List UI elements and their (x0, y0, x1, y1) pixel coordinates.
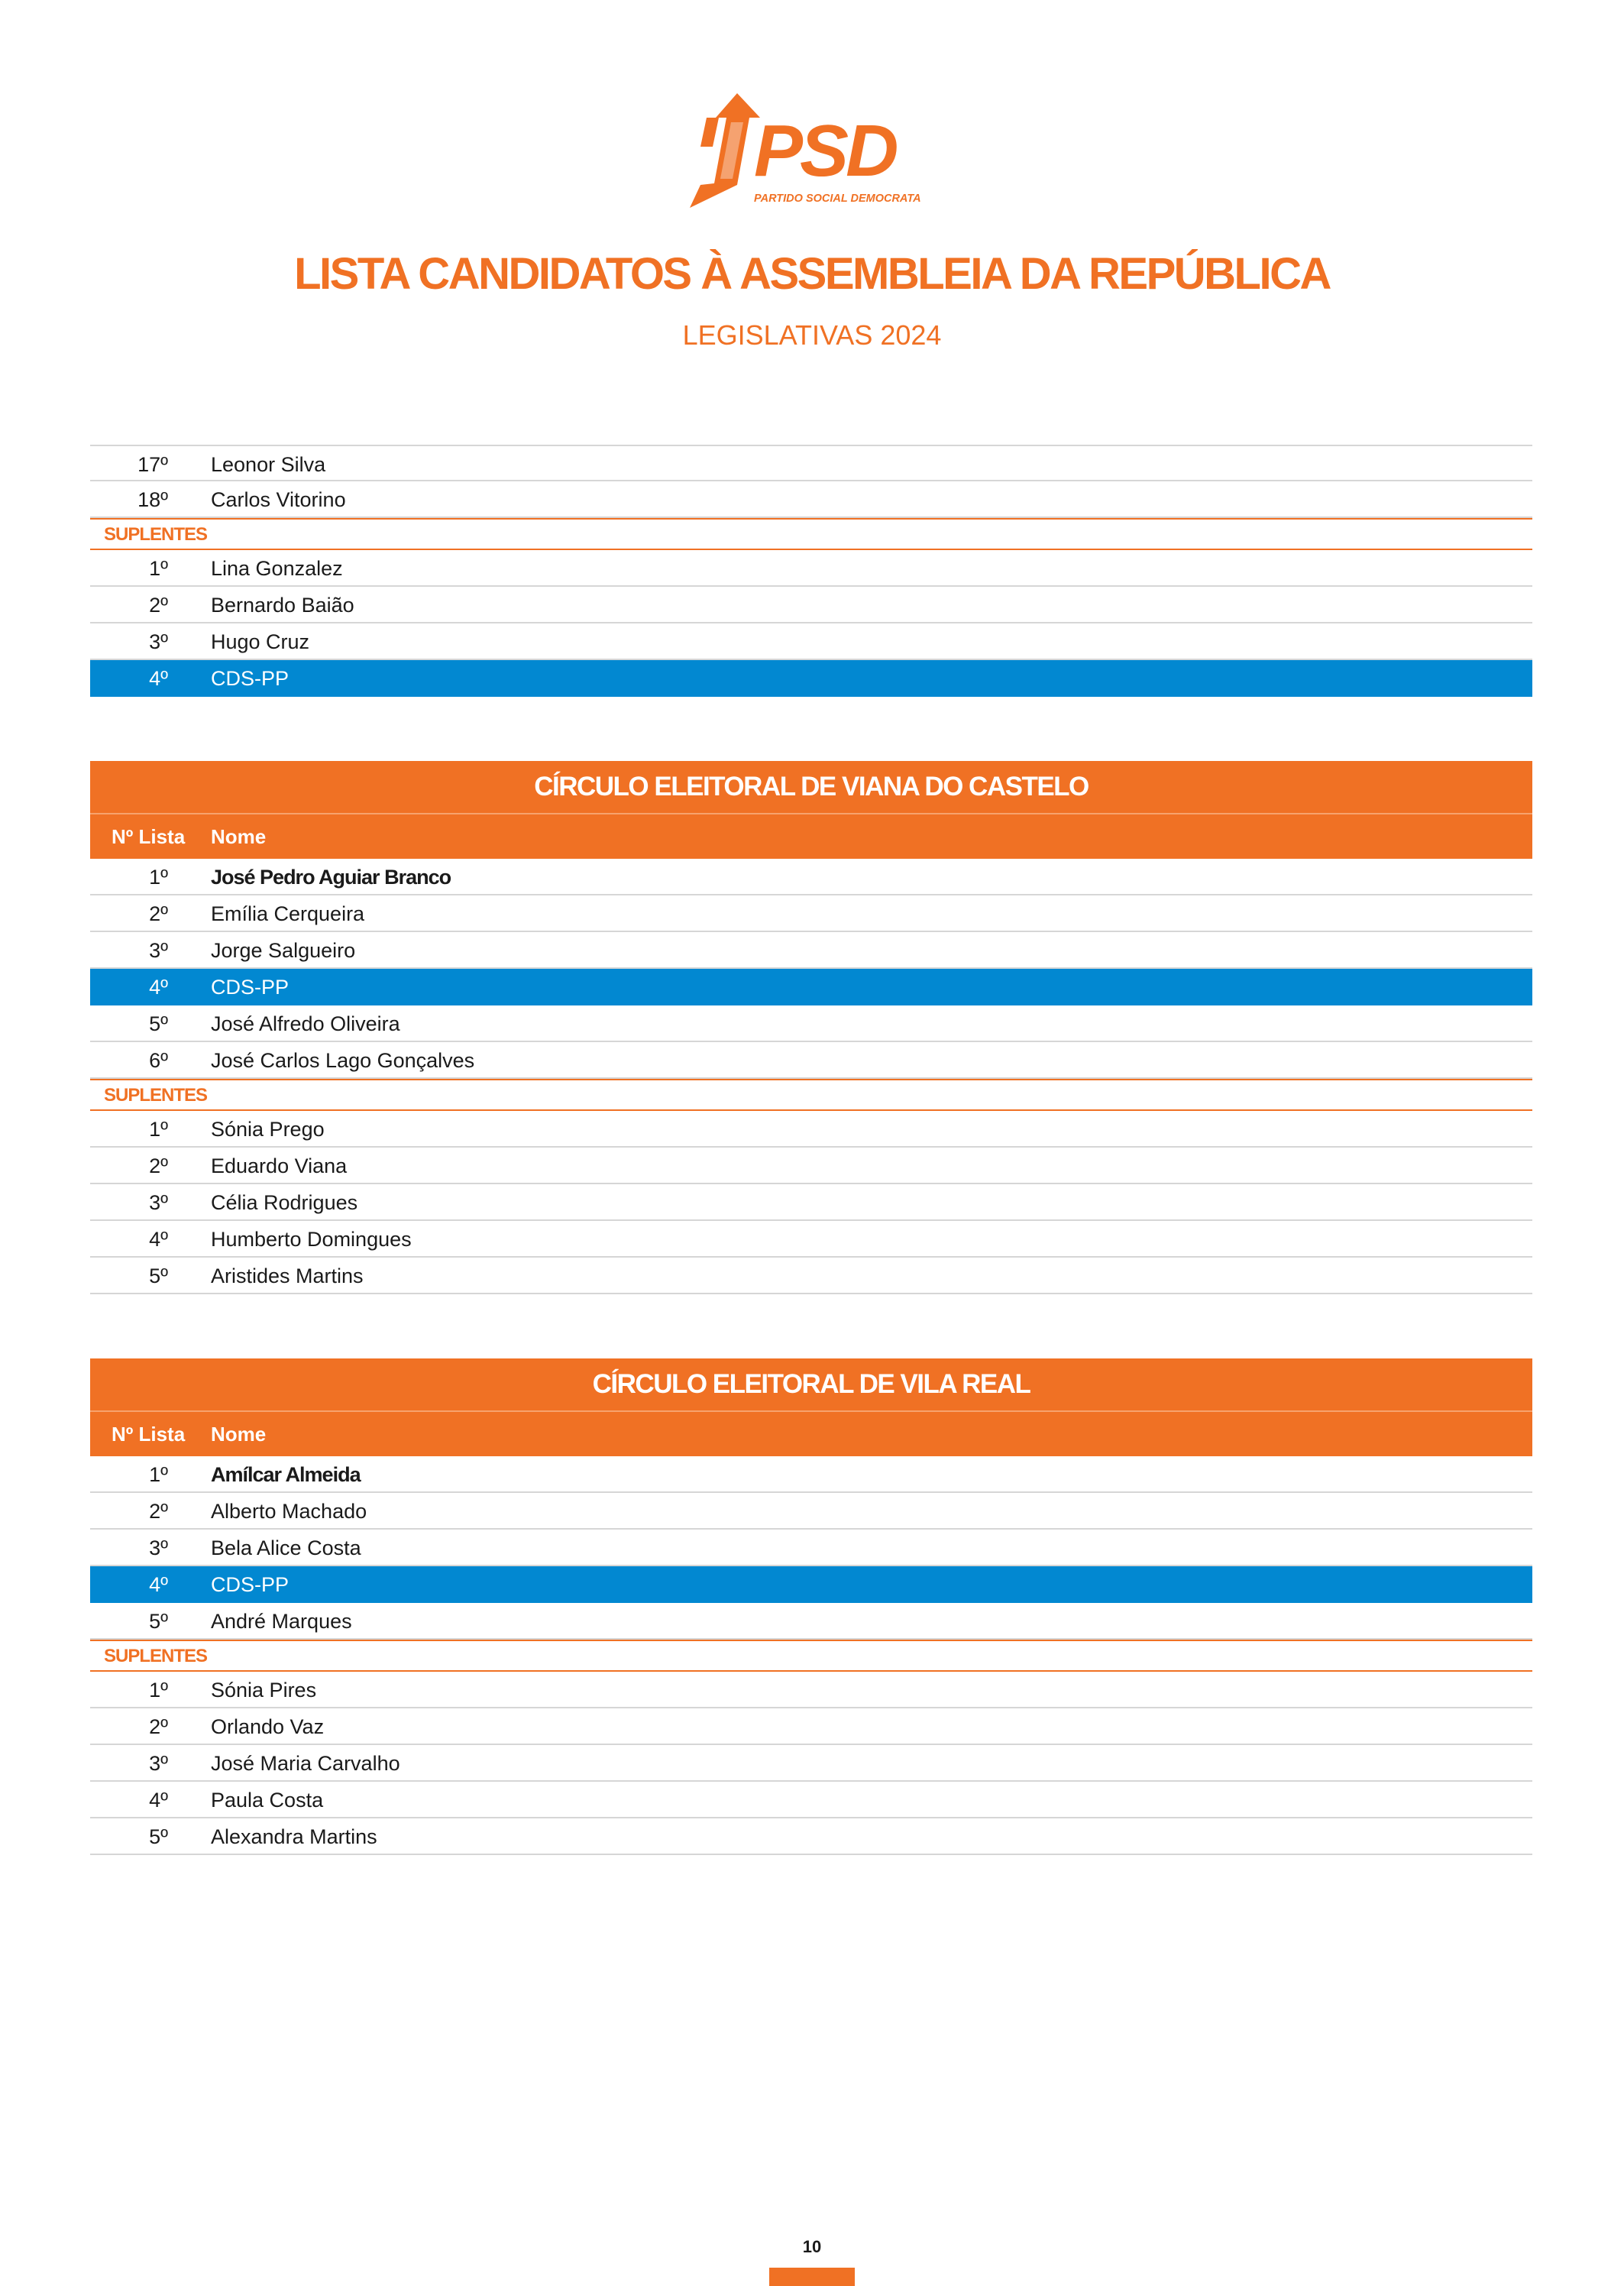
list-number: 5º (149, 1825, 168, 1848)
column-header-number: Nº Lista (112, 825, 186, 848)
list-row (90, 587, 1532, 623)
section-title: CÍRCULO ELEITORAL DE VILA REAL (90, 1358, 1532, 1410)
candidate-name: Sónia Pires (211, 1679, 317, 1702)
section-title: CÍRCULO ELEITORAL DE VIANA DO CASTELO (90, 761, 1532, 813)
list-number: 4º (149, 667, 168, 690)
candidate-name: José Carlos Lago Gonçalves (211, 1049, 475, 1072)
list-number: 1º (149, 866, 168, 889)
list-number: 5º (149, 1264, 168, 1287)
list-row (90, 1672, 1532, 1708)
list-number: 2º (149, 594, 168, 617)
coalition-row (90, 1566, 1532, 1603)
list-number: 3º (149, 939, 168, 962)
candidate-name: Leonor Silva (211, 453, 326, 476)
list-row (90, 1745, 1532, 1782)
list-row (90, 1184, 1532, 1221)
list-row (90, 1258, 1532, 1294)
candidate-name: Paula Costa (211, 1789, 324, 1812)
candidate-name: Célia Rodrigues (211, 1191, 358, 1214)
candidate-name: Emília Cerqueira (211, 902, 365, 925)
list-number: 1º (149, 557, 168, 580)
list-number: 3º (149, 1191, 168, 1214)
candidate-name: Bernardo Baião (211, 594, 354, 617)
coalition-name: CDS-PP (211, 667, 290, 690)
candidate-name: Humberto Domingues (211, 1228, 412, 1251)
candidate-name: Alexandra Martins (211, 1825, 377, 1848)
candidate-name: Sónia Prego (211, 1118, 325, 1141)
candidate-name: Bela Alice Costa (211, 1536, 361, 1559)
list-row (90, 895, 1532, 932)
list-number: 1º (149, 1679, 168, 1702)
list-row (90, 932, 1532, 969)
list-number: 1º (149, 1118, 168, 1141)
coalition-row (90, 660, 1532, 697)
list-row (90, 481, 1532, 518)
list-row (90, 445, 1532, 481)
list-row (90, 1005, 1532, 1042)
column-header-number: Nº Lista (112, 1423, 186, 1446)
candidate-name: José Alfredo Oliveira (211, 1012, 400, 1035)
list-row (90, 1221, 1532, 1258)
continuation-list (90, 445, 1532, 697)
list-row (90, 623, 1532, 660)
candidate-name: Orlando Vaz (211, 1715, 325, 1738)
coalition-row (90, 969, 1532, 1005)
list-number: 5º (149, 1610, 168, 1633)
list-row (90, 550, 1532, 587)
list-number: 4º (149, 1573, 168, 1596)
list-number: 5º (149, 1012, 168, 1035)
suplentes-label: SUPLENTES (90, 1079, 1532, 1111)
page-subtitle: LEGISLATIVAS 2024 (682, 319, 942, 351)
candidate-name: Jorge Salgueiro (211, 939, 356, 962)
page-title: LISTA CANDIDATOS À ASSEMBLEIA DA REPÚBLICA (294, 249, 1330, 299)
list-row (90, 1782, 1532, 1818)
list-row (90, 1148, 1532, 1184)
list-number: 2º (149, 1500, 168, 1523)
column-header-name: Nome (211, 1423, 267, 1446)
list-number: 17º (137, 453, 168, 476)
list-row (90, 1456, 1532, 1493)
section-vila-real (90, 1358, 1532, 1855)
candidate-name: Alberto Machado (211, 1500, 367, 1523)
candidate-name: José Pedro Aguiar Branco (211, 866, 451, 889)
list-row (90, 859, 1532, 895)
table-header (90, 1410, 1532, 1456)
column-header-name: Nome (211, 825, 267, 848)
list-number: 18º (137, 488, 168, 511)
candidate-name: Eduardo Viana (211, 1154, 348, 1177)
candidate-name: Carlos Vitorino (211, 488, 346, 511)
coalition-name: CDS-PP (211, 976, 290, 999)
list-number: 3º (149, 1752, 168, 1775)
list-number: 3º (149, 630, 168, 653)
suplentes-label: SUPLENTES (90, 1640, 1532, 1672)
list-row (90, 1603, 1532, 1640)
candidate-name: Aristides Martins (211, 1264, 364, 1287)
list-row (90, 1493, 1532, 1530)
list-number: 4º (149, 1228, 168, 1251)
table-header (90, 813, 1532, 859)
list-row (90, 1530, 1532, 1566)
page-footer-tab (769, 2268, 855, 2286)
list-number: 2º (149, 1715, 168, 1738)
list-number: 2º (149, 1154, 168, 1177)
list-row (90, 1111, 1532, 1148)
candidate-name: André Marques (211, 1610, 352, 1633)
logo-tagline: PARTIDO SOCIAL DEMOCRATA (754, 193, 921, 205)
candidate-name: Amílcar Almeida (211, 1463, 361, 1486)
psd-logo (684, 93, 943, 208)
candidate-name: Hugo Cruz (211, 630, 310, 653)
list-number: 1º (149, 1463, 168, 1486)
list-number: 4º (149, 976, 168, 999)
candidate-name: Lina Gonzalez (211, 557, 343, 580)
list-number: 4º (149, 1789, 168, 1812)
coalition-name: CDS-PP (211, 1573, 290, 1596)
list-row (90, 1042, 1532, 1079)
list-row (90, 1818, 1532, 1855)
section-viana-do-castelo (90, 761, 1532, 1294)
list-number: 2º (149, 902, 168, 925)
suplentes-label: SUPLENTES (90, 518, 1532, 550)
logo-wordmark: PSD (754, 110, 896, 192)
list-number: 3º (149, 1536, 168, 1559)
candidate-name: José Maria Carvalho (211, 1752, 400, 1775)
list-number: 6º (149, 1049, 168, 1072)
list-row (90, 1708, 1532, 1745)
page-number: 10 (802, 2237, 822, 2256)
